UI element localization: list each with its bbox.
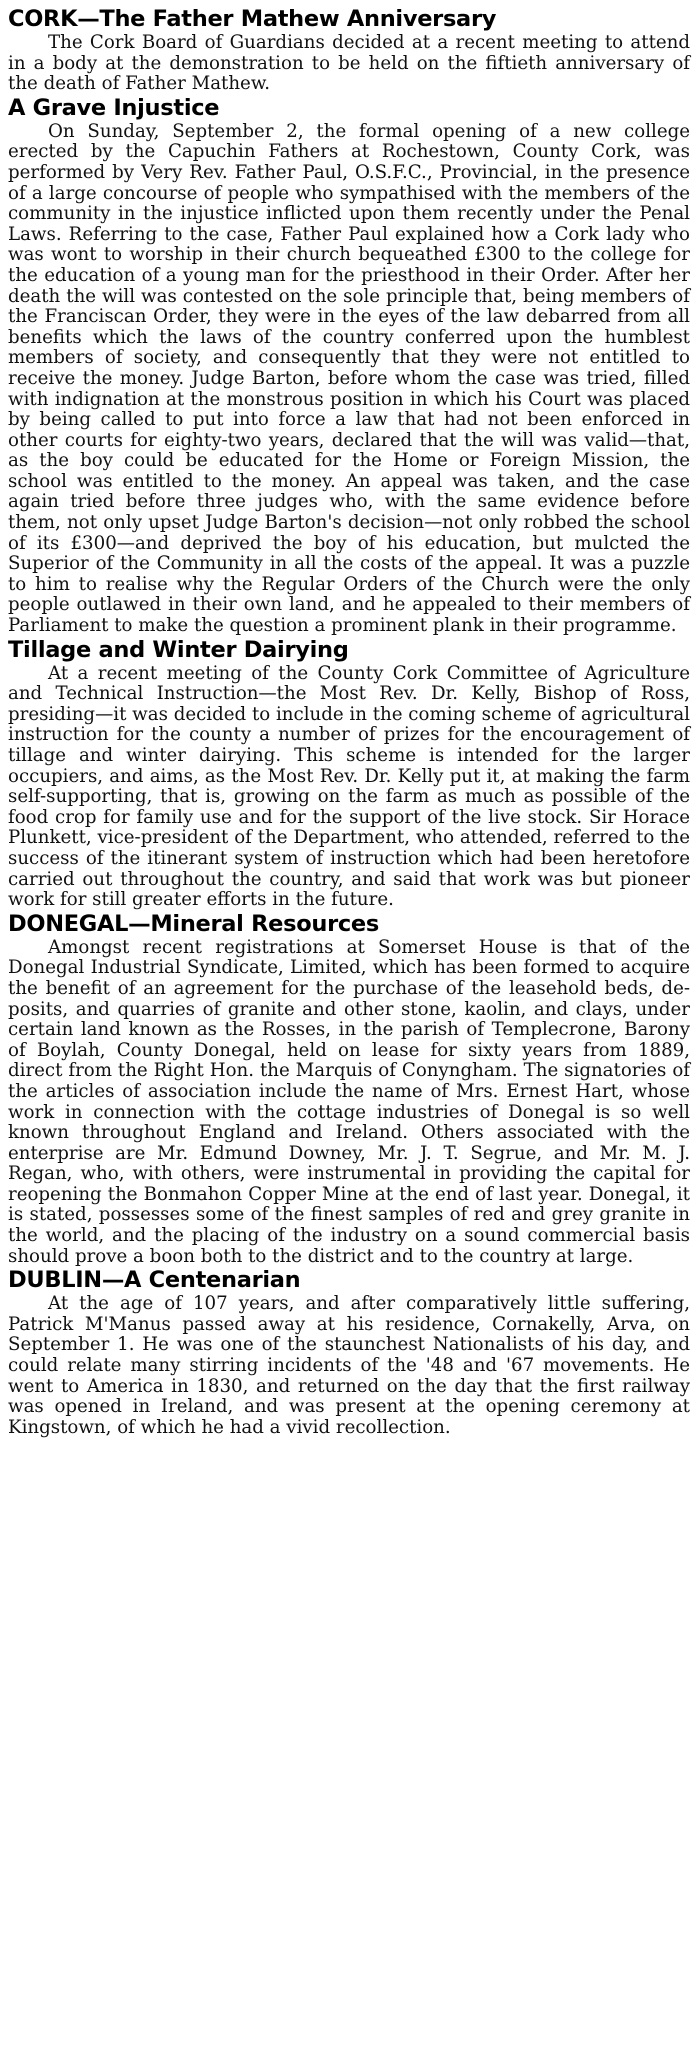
article-tillage-winter-dairying [8, 637, 690, 911]
headline: Tillage and Winter Dairying [8, 636, 349, 663]
headline: DONEGAL—Mineral Resources [8, 910, 379, 937]
article-grave-injustice [8, 95, 690, 637]
article-dublin-centenarian [8, 1267, 690, 1438]
headline: CORK—The Father Mathew Anniversary [8, 6, 497, 32]
article-body: The Cork Board of Guardians decided at a recent meeting to attend in a body at the demonstration to be held on the fiftieth anniversary of the death of Father Mathew. [8, 32, 690, 95]
article-body: At the age of 107 years, and after comparatively little suffering, Patrick M'Manus passed away at his residence, Cornakelly, Arva, on September 1. He was one of the staunchest Nationalists of his day, and could relate many stirring incidents of the '48 and '67 movements. He went to America in 1830, and returned on the day that the first railway was opened in Ireland, and was present at the opening ceremony at Kingstown, of which he had a vivid recollection. [8, 1293, 690, 1438]
headline: DUBLIN—A Centenarian [8, 1267, 301, 1294]
article-cork-father-mathew [8, 6, 690, 95]
headline: A Grave Injustice [8, 94, 220, 121]
article-body: At a recent meeting of the County Cork Committee of Agriculture and Technical Instruction—the Most Rev. Dr. Kelly, Bishop of Ross, presiding—it was decided to include in the coming scheme of agricultural instruction for the county a number of prizes for the encouragement of tillage and winter dairying. This scheme is intended for the larger occupiers, and aims, as the Most Rev. Dr. Kelly put it, at making the farm self-supporting, that is, growing on the farm as much as possible of the food crop for family use and for the support of the live stock. Sir Horace Plunkett, vice-president of the Department, who attended, referred to the success of the itinerant system of instruction which had been heretofore carried out throughout the country, and said that work was but pioneer work for still greater efforts in the future. [8, 662, 690, 911]
article-body: On Sunday, September 2, the formal opening of a new college erected by the Capuchin Fathers at Rochestown, County Cork, was performed by Very Rev. Father Paul, O.S.F.C., Provincial, in the presence of a large concourse of people who sympathised with the members of the community in the injustice inflicted upon them recently under the Penal Laws. Referring to the case, Father Paul explained how a Cork lady who was wont to worship in their church bequeathed £300 to the college for the education of a young man for the priesthood in their Order. After her death the will was contested on the sole principle that, being members of the Franciscan Order, they were in the eyes of the law debarred from all benefits which the laws of the country conferred upon the humblest members of society, and consequently that they were not entitled to receive the money. Judge Barton, before whom the case was tried, filled with indignation at the monstrous position in which his Court was placed by being called to put into force a law that had not been enforced in other courts for eighty-two years, declared that the will was valid—that, as the boy could be educated for the Home or Foreign Mission, the school was entitled to the money. An appeal was taken, and the case again tried before three judges who, with the same evidence before them, not only upset Judge Barton's decision—not only robbed the school of its £300—and deprived the boy of his education, but mulcted the Superior of the Community in all the costs of the appeal. It was a puzzle to him to realise why the Regular Orders of the Church were the only people outlawed in their own land, and he appealed to their members of Parliament to make the question a prominent plank in their programme. [8, 120, 690, 637]
article-body: Amongst recent registrations at Somerset House is that of the Donegal Industrial Syndicate, Limited, which has been formed to acquire the benefit of an agreement for the purchase of the leasehold beds, deposits, and quarries of granite and other stone, kaolin, and clays, under certain land known as the Rosses, in the parish of Templecrone, Barony of Boylah, County Donegal, held on lease for sixty years from 1889, direct from the Right Hon. the Marquis of Conyngham. The signatories of the articles of association include the name of Mrs. Ernest Hart, whose work in connection with the cottage industries of Donegal is so well known throughout England and Ireland. Others associated with the enterprise are Mr. Edmund Downey, Mr. J. T. Segrue, and Mr. M. J. Regan, who, with others, were instrumental in providing the capital for reopening the Bonmahon Copper Mine at the end of last year. Donegal, it is stated, possesses some of the finest samples of red and grey granite in the world, and the placing of the industry on a sound commercial basis should prove a boon both to the district and to the country at large. [8, 936, 690, 1267]
article-donegal-mineral-resources [8, 911, 690, 1268]
